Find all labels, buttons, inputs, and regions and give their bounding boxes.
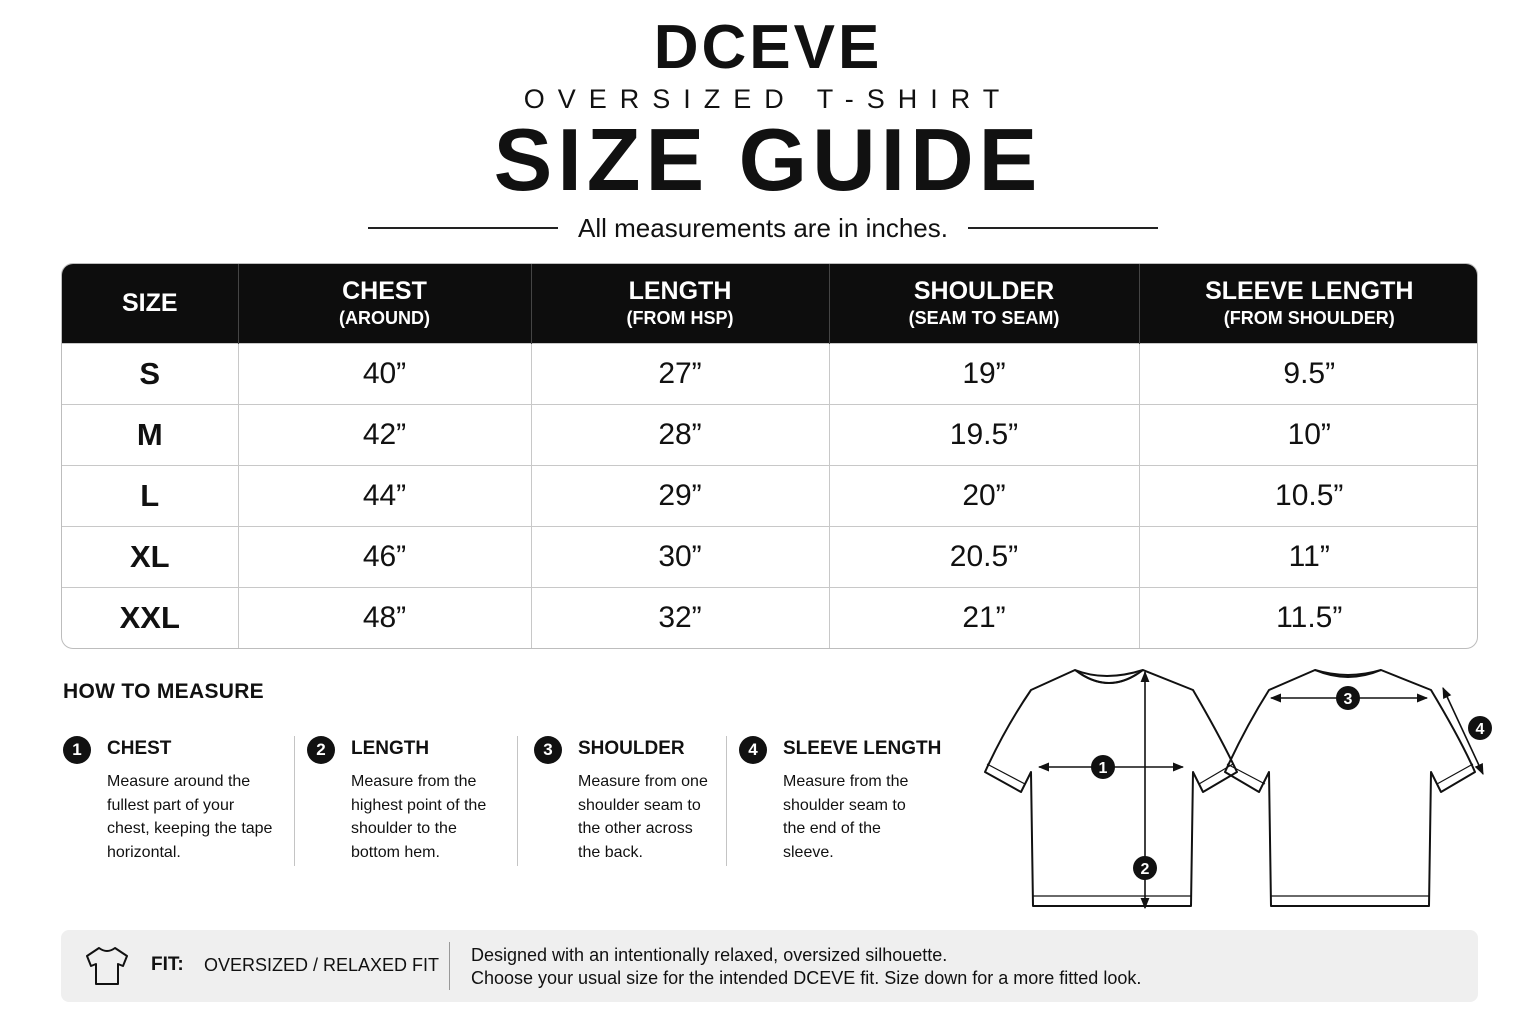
column-header-sublabel: (FROM SHOULDER) (1223, 308, 1395, 329)
column-header-label: SHOULDER (913, 277, 1055, 306)
step-line: the other across (578, 820, 693, 837)
step-number-badge: 2 (307, 736, 335, 764)
step-line: Measure from the (351, 773, 477, 790)
size-cell: M (62, 404, 238, 465)
step-line: shoulder to the (351, 820, 457, 837)
chest-cell: 42” (238, 404, 531, 465)
marker-badge-sleeve-length (1468, 716, 1492, 740)
column-header-label: SLEEVE LENGTH (1205, 277, 1414, 306)
length-cell: 32” (531, 587, 829, 648)
table-row (62, 404, 1478, 465)
column-header-label: LENGTH (628, 277, 732, 306)
column-header-length (531, 264, 829, 343)
chest-cell: 46” (238, 526, 531, 587)
step-line: horizontal. (107, 843, 181, 861)
marker-number: 3 (1343, 691, 1353, 708)
chest-cell: 44” (238, 465, 531, 526)
size-cell: XL (62, 526, 238, 587)
table-row (62, 465, 1478, 526)
column-header-label: CHEST (342, 277, 427, 306)
tshirt-icon (83, 944, 131, 988)
chest-cell: 40” (238, 343, 531, 404)
step-line: sleeve. (783, 843, 834, 861)
step-line: the back. (578, 843, 643, 861)
step-title: SHOULDER (578, 738, 685, 759)
shoulder-cell: 20.5” (829, 526, 1139, 587)
sleeve-cell: 11.5” (1139, 587, 1478, 648)
column-header-label: SIZE (121, 289, 178, 318)
length-cell: 29” (531, 465, 829, 526)
step-line: fullest part of your (107, 796, 235, 814)
page-title: SIZE GUIDE (493, 110, 1043, 209)
marker-badge-chest (1091, 755, 1115, 779)
fit-info-bar (61, 930, 1478, 1002)
marker-number: 1 (1098, 760, 1108, 777)
tshirt-measurement-diagram (975, 660, 1495, 920)
fit-divider (449, 942, 450, 990)
front-tshirt-outline (985, 670, 1237, 906)
step-number-badge: 1 (63, 736, 91, 764)
column-header-sleeve-length (1139, 264, 1478, 343)
step-description (107, 770, 272, 864)
size-cell: S (62, 343, 238, 404)
units-note: All measurements are in inches. (578, 213, 948, 243)
marker-number: 4 (1475, 721, 1485, 738)
units-note-row (368, 210, 1158, 246)
column-header-sublabel: (FROM HSP) (626, 308, 734, 329)
sleeve-cell: 11” (1139, 526, 1478, 587)
size-cell: L (62, 465, 238, 526)
step-divider (517, 736, 518, 866)
sleeve-cell: 10.5” (1139, 465, 1478, 526)
table-header-row (62, 264, 1478, 343)
step-line: Measure from one (578, 773, 708, 790)
marker-badge-shoulder (1336, 686, 1360, 710)
shoulder-cell: 21” (829, 587, 1139, 648)
column-header-sublabel: (AROUND) (339, 308, 430, 329)
divider-right (968, 227, 1158, 229)
size-cell: XXL (62, 587, 238, 648)
length-cell: 27” (531, 343, 829, 404)
fit-description-line: Choose your usual size for the intended DCEVE fit. Size down for a more fitted look. (471, 968, 1142, 988)
brand-name: DCEVE (653, 13, 883, 82)
shoulder-cell: 20” (829, 465, 1139, 526)
size-table (61, 263, 1478, 649)
divider-left (368, 227, 558, 229)
table-row (62, 587, 1478, 648)
step-description (351, 770, 486, 864)
step-description (578, 770, 708, 864)
fit-label: FIT: (151, 954, 184, 975)
step-title: SLEEVE LENGTH (783, 738, 942, 759)
step-line: highest point of the (351, 796, 487, 814)
column-header-shoulder (829, 264, 1139, 343)
step-line: Measure around the (107, 773, 251, 790)
step-title: CHEST (107, 738, 172, 759)
step-line: bottom hem. (351, 843, 440, 861)
shoulder-cell: 19” (829, 343, 1139, 404)
length-cell: 30” (531, 526, 829, 587)
chest-cell: 48” (238, 587, 531, 648)
table-row (62, 343, 1478, 404)
step-number-badge: 3 (534, 736, 562, 764)
step-description (783, 770, 908, 864)
sleeve-cell: 10” (1139, 404, 1478, 465)
fit-description (471, 944, 1141, 990)
column-header-size (62, 264, 238, 343)
step-number-badge: 4 (739, 736, 767, 764)
step-line: Measure from the (783, 773, 909, 790)
step-line: shoulder seam to (578, 796, 701, 814)
column-header-chest (238, 264, 531, 343)
fit-description-line: Designed with an intentionally relaxed, oversized silhouette. (471, 945, 948, 965)
step-line: chest, keeping the tape (107, 820, 273, 837)
step-line: the end of the (783, 820, 881, 837)
product-subtitle: OVERSIZED T-SHIRT (523, 84, 1013, 114)
step-divider (726, 736, 727, 866)
column-header-sublabel: (SEAM TO SEAM) (908, 308, 1060, 329)
sleeve-cell: 9.5” (1139, 343, 1478, 404)
step-line: shoulder seam to (783, 796, 906, 814)
step-title: LENGTH (351, 738, 430, 759)
how-to-measure-title: HOW TO MEASURE (63, 680, 264, 703)
table-row (62, 526, 1478, 587)
marker-number: 2 (1140, 861, 1150, 878)
length-cell: 28” (531, 404, 829, 465)
marker-badge-length (1133, 856, 1157, 880)
fit-value: OVERSIZED / RELAXED FIT (204, 955, 440, 975)
shoulder-cell: 19.5” (829, 404, 1139, 465)
step-divider (294, 736, 295, 866)
